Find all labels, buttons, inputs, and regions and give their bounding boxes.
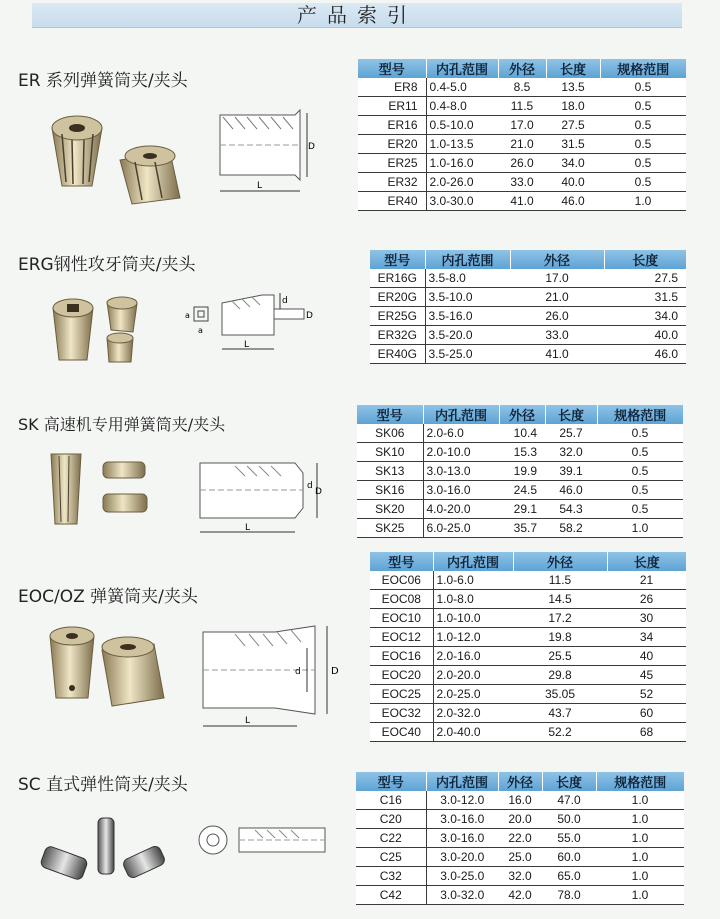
eoc-collet-diagram: [195, 622, 355, 732]
table-cell: SK20: [357, 500, 423, 519]
table-cell: 17.0: [510, 269, 604, 288]
diagram-label-dd: D: [331, 666, 339, 677]
table-row: [356, 867, 684, 886]
table-cell: 6.0-25.0: [423, 519, 499, 538]
table-cell: 1.0: [596, 829, 684, 848]
diagram-label-a1: a: [185, 311, 190, 320]
table-cell: ER16G: [370, 269, 425, 288]
header-outer-dia: 外径: [513, 552, 607, 571]
table-cell: 16.0: [498, 791, 542, 810]
table-cell: ER8: [358, 78, 426, 97]
table-cell: EOC40: [370, 723, 433, 742]
table-cell: 29.1: [499, 500, 545, 519]
table-cell: 46.0: [545, 481, 597, 500]
table-cell: 3.0-20.0: [426, 848, 498, 867]
table-cell: 0.4-8.0: [426, 97, 498, 116]
table-cell: 1.0: [596, 848, 684, 867]
table-cell: 1.0: [600, 192, 686, 211]
table-cell: SK13: [357, 462, 423, 481]
table-row: [358, 173, 686, 192]
table-row: [356, 848, 684, 867]
table-cell: 2.0-6.0: [423, 424, 499, 443]
table-cell: EOC12: [370, 628, 433, 647]
table-row: [370, 269, 686, 288]
table-cell: 35.05: [513, 685, 607, 704]
table-cell: 3.5-16.0: [425, 307, 510, 326]
table-cell: 1.0-6.0: [433, 571, 513, 590]
table-cell: 1.0: [596, 810, 684, 829]
table-cell: SK25: [357, 519, 423, 538]
diagram-label-dd: D: [315, 487, 322, 497]
table-cell: 27.5: [604, 269, 686, 288]
table-cell: 65.0: [542, 867, 596, 886]
table-cell: 3.0-16.0: [426, 829, 498, 848]
table-header-row: [370, 250, 686, 269]
header-model: 型号: [370, 552, 433, 571]
table-cell: 34: [607, 628, 686, 647]
table-cell: 3.0-16.0: [426, 810, 498, 829]
sk-collet-diagram: [195, 458, 325, 538]
table-cell: 25.0: [498, 848, 542, 867]
table-cell: 3.0-32.0: [426, 886, 498, 905]
table-cell: 30: [607, 609, 686, 628]
table-cell: 2.0-20.0: [433, 666, 513, 685]
header-outer-dia: 外径: [510, 250, 604, 269]
table-cell: C42: [356, 886, 426, 905]
table-cell: 52.2: [513, 723, 607, 742]
table-cell: 33.0: [498, 173, 546, 192]
header-outer-dia: 外径: [498, 59, 546, 78]
table-cell: C25: [356, 848, 426, 867]
table-cell: 17.0: [498, 116, 546, 135]
table-cell: 11.5: [513, 571, 607, 590]
table-cell: 60: [607, 704, 686, 723]
sc-collet-photo: [40, 812, 170, 887]
table-cell: EOC20: [370, 666, 433, 685]
table-cell: 0.5: [600, 135, 686, 154]
table-row: [370, 345, 686, 364]
table-row: [370, 704, 686, 723]
table-cell: 34.0: [604, 307, 686, 326]
table-cell: ER32G: [370, 326, 425, 345]
table-row: [370, 609, 686, 628]
table-cell: 39.1: [545, 462, 597, 481]
header-length: 长度: [607, 552, 686, 571]
table-row: [358, 154, 686, 173]
table-cell: EOC10: [370, 609, 433, 628]
header-spec-range: 规格范围: [596, 772, 684, 791]
table-cell: ER20: [358, 135, 426, 154]
table-cell: 21: [607, 571, 686, 590]
table-cell: 55.0: [542, 829, 596, 848]
table-cell: EOC32: [370, 704, 433, 723]
table-row: [358, 97, 686, 116]
diagram-label-dd: D: [306, 311, 313, 321]
table-row: [370, 288, 686, 307]
table-cell: EOC08: [370, 590, 433, 609]
table-row: [370, 723, 686, 742]
table-cell: 31.5: [546, 135, 600, 154]
table-header-row: [356, 772, 684, 791]
table-cell: 60.0: [542, 848, 596, 867]
table-cell: 0.5: [597, 500, 683, 519]
table-cell: 0.5: [597, 462, 683, 481]
header-bore-range: 内孔范围: [426, 59, 498, 78]
table-cell: 35.7: [499, 519, 545, 538]
table-cell: EOC06: [370, 571, 433, 590]
header-model: 型号: [358, 59, 426, 78]
table-cell: 21.0: [510, 288, 604, 307]
table-cell: 0.5: [597, 424, 683, 443]
table-row: [356, 791, 684, 810]
table-cell: 19.9: [499, 462, 545, 481]
table-row: [357, 500, 683, 519]
table-cell: SK06: [357, 424, 423, 443]
header-bore-range: 内孔范围: [433, 552, 513, 571]
header-model: 型号: [357, 405, 423, 424]
table-cell: C16: [356, 791, 426, 810]
table-cell: 1.0-12.0: [433, 628, 513, 647]
table-row: [370, 628, 686, 647]
table-cell: ER32: [358, 173, 426, 192]
diagram-label-d: d: [307, 481, 313, 491]
table-cell: 15.3: [499, 443, 545, 462]
table-cell: 78.0: [542, 886, 596, 905]
table-row: [370, 326, 686, 345]
table-cell: EOC16: [370, 647, 433, 666]
table-row: [358, 78, 686, 97]
section-title-er: ER 系列弹簧筒夹/夹头: [18, 71, 188, 91]
table-row: [370, 685, 686, 704]
sk-collet-photo: [45, 450, 160, 530]
header-length: 长度: [546, 59, 600, 78]
table-cell: 26.0: [498, 154, 546, 173]
header-outer-dia: 外径: [499, 405, 545, 424]
header-outer-dia: 外径: [498, 772, 542, 791]
table-cell: 14.5: [513, 590, 607, 609]
header-bore-range: 内孔范围: [426, 772, 498, 791]
table-cell: 50.0: [542, 810, 596, 829]
table-cell: ER25G: [370, 307, 425, 326]
table-cell: 29.8: [513, 666, 607, 685]
table-cell: 25.7: [545, 424, 597, 443]
table-cell: 0.5: [597, 481, 683, 500]
table-cell: EOC25: [370, 685, 433, 704]
diagram-label-l: L: [245, 716, 251, 726]
table-cell: 41.0: [510, 345, 604, 364]
table-cell: 52: [607, 685, 686, 704]
diagram-label-d: d: [282, 296, 288, 306]
sc-spec-table: [356, 772, 684, 905]
table-row: [370, 307, 686, 326]
table-cell: 4.0-20.0: [423, 500, 499, 519]
table-cell: 1.0-8.0: [433, 590, 513, 609]
header-spec-range: 规格范围: [600, 59, 686, 78]
table-cell: 31.5: [604, 288, 686, 307]
table-cell: 3.0-30.0: [426, 192, 498, 211]
diagram-label-d: D: [308, 142, 315, 152]
table-cell: ER40G: [370, 345, 425, 364]
table-cell: 2.0-25.0: [433, 685, 513, 704]
erg-collet-diagram: [182, 285, 322, 360]
table-cell: ER40: [358, 192, 426, 211]
page-title: 产品索引: [32, 3, 682, 28]
table-cell: 3.0-12.0: [426, 791, 498, 810]
diagram-label-l: L: [245, 523, 251, 533]
table-row: [357, 443, 683, 462]
diagram-label-l: L: [257, 181, 263, 191]
table-cell: 46.0: [604, 345, 686, 364]
table-cell: 45: [607, 666, 686, 685]
table-header-row: [358, 59, 686, 78]
table-cell: 68: [607, 723, 686, 742]
section-title-sk: SK 高速机专用弹簧筒夹/夹头: [18, 415, 226, 434]
table-cell: 32.0: [498, 867, 542, 886]
table-cell: 20.0: [498, 810, 542, 829]
table-cell: C22: [356, 829, 426, 848]
header-bore-range: 内孔范围: [425, 250, 510, 269]
header-length: 长度: [545, 405, 597, 424]
table-cell: 40.0: [604, 326, 686, 345]
table-cell: 13.5: [546, 78, 600, 97]
table-cell: 2.0-16.0: [433, 647, 513, 666]
table-cell: 1.0-10.0: [433, 609, 513, 628]
table-cell: 47.0: [542, 791, 596, 810]
table-cell: 2.0-40.0: [433, 723, 513, 742]
table-cell: 54.3: [545, 500, 597, 519]
table-cell: 1.0: [596, 886, 684, 905]
table-cell: ER25: [358, 154, 426, 173]
table-cell: 46.0: [546, 192, 600, 211]
table-cell: 1.0-16.0: [426, 154, 498, 173]
table-cell: 22.0: [498, 829, 542, 848]
eoc-collet-photo: [42, 620, 177, 720]
table-cell: 3.0-25.0: [426, 867, 498, 886]
diagram-label-a2: a: [198, 326, 203, 335]
table-row: [358, 192, 686, 211]
table-cell: 26.0: [510, 307, 604, 326]
table-row: [358, 116, 686, 135]
table-cell: 0.5-10.0: [426, 116, 498, 135]
table-header-row: [357, 405, 683, 424]
table-cell: 41.0: [498, 192, 546, 211]
table-cell: 1.0: [596, 867, 684, 886]
table-row: [357, 424, 683, 443]
table-cell: SK16: [357, 481, 423, 500]
table-cell: 3.0-13.0: [423, 462, 499, 481]
header-spec-range: 规格范围: [597, 405, 683, 424]
table-row: [357, 462, 683, 481]
table-cell: 0.5: [600, 78, 686, 97]
table-cell: 1.0-13.5: [426, 135, 498, 154]
table-cell: 3.5-8.0: [425, 269, 510, 288]
table-row: [370, 571, 686, 590]
header-bore-range: 内孔范围: [423, 405, 499, 424]
table-cell: 2.0-26.0: [426, 173, 498, 192]
table-row: [356, 810, 684, 829]
erg-collet-photo: [45, 290, 155, 370]
diagram-label-l: L: [244, 340, 250, 350]
table-row: [357, 519, 683, 538]
erg-spec-table: [370, 250, 686, 364]
table-cell: 3.5-20.0: [425, 326, 510, 345]
table-cell: C20: [356, 810, 426, 829]
table-cell: 3.5-10.0: [425, 288, 510, 307]
table-cell: 0.5: [600, 97, 686, 116]
table-cell: 3.5-25.0: [425, 345, 510, 364]
table-row: [357, 481, 683, 500]
table-cell: 21.0: [498, 135, 546, 154]
table-cell: 17.2: [513, 609, 607, 628]
table-cell: 26: [607, 590, 686, 609]
header-length: 长度: [542, 772, 596, 791]
table-row: [356, 829, 684, 848]
header-model: 型号: [370, 250, 425, 269]
table-cell: 2.0-10.0: [423, 443, 499, 462]
table-row: [370, 666, 686, 685]
section-title-erg: ERG钢性攻牙筒夹/夹头: [18, 255, 196, 275]
table-cell: 0.5: [600, 154, 686, 173]
sk-spec-table: [357, 405, 683, 538]
table-cell: ER11: [358, 97, 426, 116]
table-cell: 8.5: [498, 78, 546, 97]
table-cell: 3.0-16.0: [423, 481, 499, 500]
diagram-label-d: d: [295, 667, 301, 677]
table-cell: 10.4: [499, 424, 545, 443]
table-header-row: [370, 552, 686, 571]
table-cell: 42.0: [498, 886, 542, 905]
table-cell: ER20G: [370, 288, 425, 307]
table-cell: 0.4-5.0: [426, 78, 498, 97]
table-cell: 1.0: [597, 519, 683, 538]
sc-collet-diagram: [195, 818, 335, 868]
table-cell: SK10: [357, 443, 423, 462]
table-cell: 0.5: [600, 116, 686, 135]
table-cell: 27.5: [546, 116, 600, 135]
table-cell: 40.0: [546, 173, 600, 192]
table-row: [370, 590, 686, 609]
header-model: 型号: [356, 772, 426, 791]
table-cell: 24.5: [499, 481, 545, 500]
table-cell: 18.0: [546, 97, 600, 116]
table-cell: 33.0: [510, 326, 604, 345]
table-row: [370, 647, 686, 666]
table-row: [356, 886, 684, 905]
table-cell: 0.5: [597, 443, 683, 462]
section-title-sc: SC 直式弹性筒夹/夹头: [18, 775, 188, 795]
er-collet-photo: [40, 100, 200, 210]
table-cell: 25.5: [513, 647, 607, 666]
table-cell: 32.0: [545, 443, 597, 462]
table-cell: 0.5: [600, 173, 686, 192]
section-title-eoc: EOC/OZ 弹簧筒夹/夹头: [18, 587, 198, 607]
table-cell: C32: [356, 867, 426, 886]
er-collet-diagram: [215, 105, 325, 200]
table-cell: 11.5: [498, 97, 546, 116]
eoc-spec-table: [370, 552, 686, 742]
table-cell: ER16: [358, 116, 426, 135]
table-cell: 43.7: [513, 704, 607, 723]
er-spec-table: [358, 59, 686, 211]
table-cell: 58.2: [545, 519, 597, 538]
table-cell: 19.8: [513, 628, 607, 647]
table-cell: 40: [607, 647, 686, 666]
table-cell: 34.0: [546, 154, 600, 173]
table-cell: 1.0: [596, 791, 684, 810]
header-length: 长度: [604, 250, 686, 269]
table-cell: 2.0-32.0: [433, 704, 513, 723]
table-row: [358, 135, 686, 154]
